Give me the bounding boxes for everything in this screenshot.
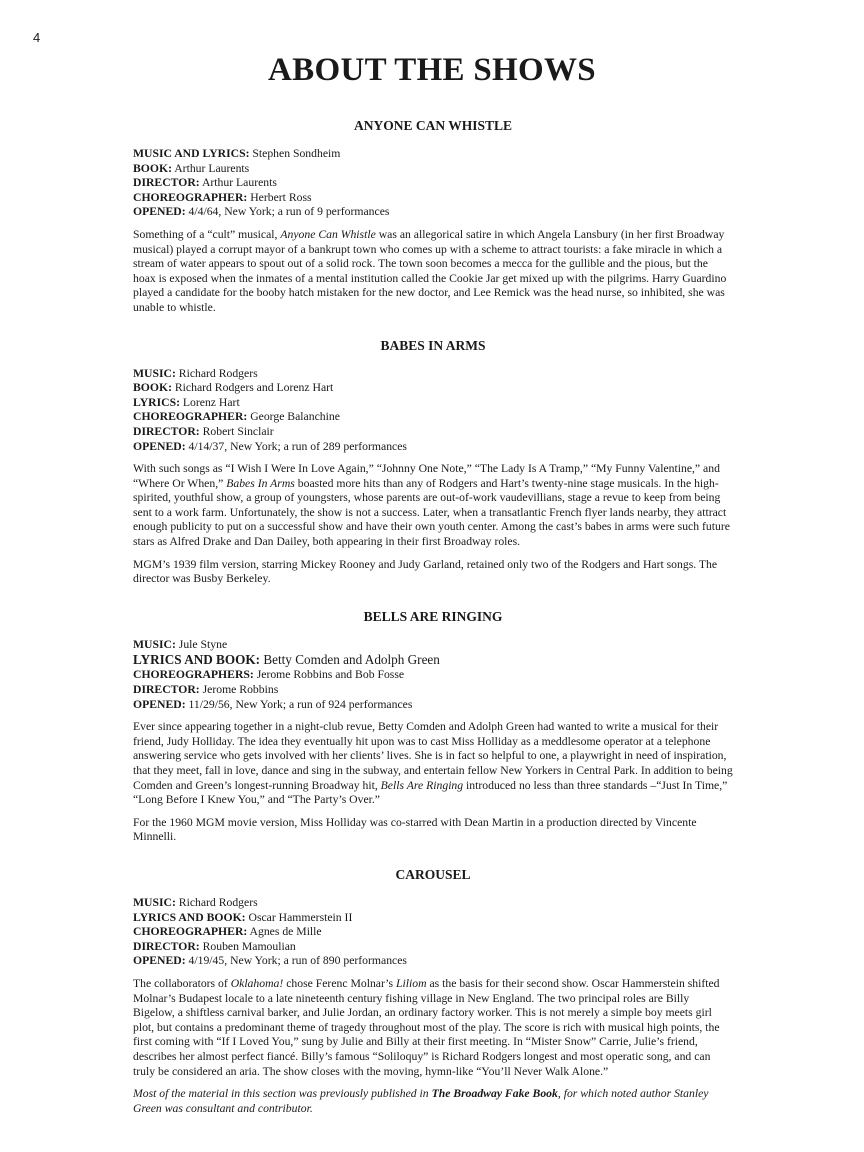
credit-line: [133, 410, 733, 425]
credit-label: BOOK:: [133, 381, 172, 395]
credit-label: BOOK:: [133, 161, 172, 175]
paragraph: [133, 816, 733, 845]
credit-label: OPENED:: [133, 697, 186, 711]
credit-label: MUSIC:: [133, 366, 176, 380]
credit-label: OPENED:: [133, 954, 186, 968]
credit-label: DIRECTOR:: [133, 176, 200, 190]
show-title-italic: Bells Are Ringing: [380, 778, 464, 792]
credit-label: DIRECTOR:: [133, 683, 200, 697]
credit-line: [133, 440, 733, 455]
text-run: Ever since appearing together in a night-club revue, Betty Comden and Adolph Green had wanted to write a musical for their friend, Judy Holliday. The idea they eventually hit upon was to cast Miss Holliday as a meddlesome operator at a telephone answering service who gets involved with her clients’ lives. She is in fact so helpful to one, a playwright in need of inspiration, that they meet, fall in love, dance and sing in the subway, and entertain fellow New Yorkers in Central Park. In addition to being Comden and Green’s longest-running Broadway hit,: [133, 720, 733, 792]
section-title: ANYONE CAN WHISTLE: [353, 118, 513, 133]
section-anyone-can-whistle: [133, 117, 733, 316]
credit-line: [133, 147, 733, 162]
paragraph: [133, 977, 733, 1079]
credit-value: Lorenz Hart: [179, 395, 240, 409]
source-footnote: [133, 1087, 733, 1116]
credits-list: [133, 367, 733, 455]
credit-label: LYRICS:: [133, 395, 180, 409]
credit-line: [133, 954, 733, 969]
credit-label: OPENED:: [133, 439, 186, 453]
credit-line: [133, 683, 733, 698]
text-run: With such songs as “I Wish I Were In Love Again,” “Johnny One Note,” “The Lady Is A Tramp,” “My Funny Valentine,” and “Where Or When,”: [133, 462, 720, 490]
credit-label: MUSIC:: [133, 895, 176, 909]
credit-value: Jerome Robbins: [199, 683, 279, 697]
credit-line: [133, 896, 733, 911]
text-run: was an allegorical satire in which Angela Lansbury (in her first Broadway musical) played a corrupt mayor of a bankrupt town who comes up with a scheme to attract tourists: a fake miracle in which a stream of water appears to spout out of a solid rock. The town soon becomes a mecca for the gullible and the pious, but the hoax is exposed when the inmates of a mental institution called the Cookie Jar get mixed up with the pilgrims. Harry Guardino played a candidate for the booby hatch mistaken for the new doctor, and Lee Remick was the head nurse, so inhibited, she was unable to whistle.: [133, 227, 727, 314]
credit-line: [133, 367, 733, 382]
credit-value: Robert Sinclair: [199, 424, 274, 438]
credit-line: [133, 911, 733, 926]
credit-value: Arthur Laurents: [199, 176, 277, 190]
article-body: [133, 117, 733, 1137]
credit-value: George Balanchine: [247, 410, 340, 424]
credit-label: MUSIC:: [133, 637, 176, 651]
credit-value: Rouben Mamoulian: [199, 939, 296, 953]
credit-line: [133, 638, 733, 653]
credit-value: 11/29/56, New York; a run of 924 performances: [185, 697, 413, 711]
credit-value: Richard Rodgers and Lorenz Hart: [171, 381, 334, 395]
text-run: The collaborators of: [133, 976, 231, 990]
paragraph: [133, 228, 733, 316]
show-title-italic: Oklahoma!: [230, 976, 284, 990]
credit-line: [133, 668, 733, 683]
credit-label: LYRICS AND BOOK:: [133, 910, 246, 924]
section-title: CAROUSEL: [395, 866, 471, 882]
section-babes-in-arms: [133, 337, 733, 587]
credit-label: CHOREOGRAPHER:: [133, 925, 248, 939]
credit-value: 4/4/64, New York; a run of 9 performances: [185, 205, 390, 219]
credit-value: Richard Rodgers: [175, 366, 258, 380]
paragraph: [133, 558, 733, 587]
credit-value: Arthur Laurents: [171, 161, 250, 175]
paragraph: [133, 720, 733, 808]
credit-line: [133, 162, 733, 177]
text-run: Most of the material in this section was previously published in: [133, 1087, 432, 1101]
credits-list: [133, 896, 733, 969]
paragraph: [133, 462, 733, 550]
credit-value: Stephen Sondheim: [249, 147, 341, 160]
credit-value: Jerome Robbins and Bob Fosse: [253, 668, 405, 682]
credits-list: [133, 638, 733, 712]
credits-list: [133, 147, 733, 220]
section-carousel: [133, 866, 733, 1116]
credit-value: Betty Comden and Adolph Green: [260, 652, 440, 668]
credit-line: [133, 205, 733, 220]
text-run: , for which noted author Stanley Green was consultant and contributor.: [133, 1087, 709, 1115]
credit-line: [133, 191, 733, 206]
credit-value: 4/19/45, New York; a run of 890 performances: [185, 954, 407, 968]
credit-line: [133, 652, 733, 668]
section-title: BELLS ARE RINGING: [363, 608, 503, 624]
credit-line: [133, 381, 733, 396]
text-run: For the 1960 MGM movie version, Miss Holliday was co-starred with Dean Martin in a production directed by Vincente Minnelli.: [133, 815, 697, 844]
show-title-italic: Liliom: [396, 976, 427, 990]
credit-label: DIRECTOR:: [133, 424, 200, 438]
credit-label: CHOREOGRAPHERS:: [133, 668, 254, 682]
section-title: BABES IN ARMS: [380, 337, 486, 353]
show-title-italic: Babes In Arms: [226, 476, 295, 490]
credit-line: [133, 425, 733, 440]
credit-label: CHOREOGRAPHER:: [133, 410, 248, 424]
credit-label: OPENED:: [133, 205, 186, 219]
page-number: 4: [33, 30, 41, 45]
text-run: Something of a “cult” musical,: [133, 227, 281, 241]
page-title: ABOUT THE SHOWS: [268, 52, 596, 88]
credit-value: Herbert Ross: [247, 190, 312, 204]
credit-value: Oscar Hammerstein II: [245, 910, 353, 924]
credit-value: Richard Rodgers: [175, 895, 258, 909]
credit-label: DIRECTOR:: [133, 939, 200, 953]
credit-value: 4/14/37, New York; a run of 289 performances: [185, 439, 407, 453]
credit-line: [133, 925, 733, 940]
credit-line: [133, 940, 733, 955]
credit-label: LYRICS AND BOOK:: [133, 652, 261, 668]
book-title: The Broadway Fake Book: [431, 1087, 558, 1101]
text-run: as the basis for their second show. Oscar Hammerstein shifted Molnar’s Budapest locale to a late nineteenth century fishing village in New England. The two principal roles are Billy Bigelow, a shiftless carnival barker, and Julie Jordan, an ordinary factory worker. This is not merely a simple boy meets girl plot, but contains a predominant theme of tragedy throughout most of the play. The score is rich with musical high points, the first coming with “If I Loved You,” sung by Julie and Billy at their first meeting. In “Mister Snow” Carrie, Julie’s friend, describes her almost perfect fiancé. Billy’s famous “Soliloquy” is Richard Rodgers longest and most operatic song, and can truly be considered an aria. The show closes with the moving, hymn-like “You’ll Never Walk Alone.”: [133, 976, 720, 1078]
credit-line: [133, 176, 733, 191]
credit-label: MUSIC AND LYRICS:: [133, 147, 250, 160]
credit-value: Jule Styne: [175, 637, 228, 651]
text-run: chose Ferenc Molnar’s: [283, 976, 397, 990]
text-run: introduced no less than three standards –“Just In Time,” “Long Before I Knew You,” and “The Party’s Over.”: [133, 778, 728, 807]
credit-line: [133, 396, 733, 411]
credit-value: Agnes de Mille: [247, 925, 322, 939]
section-bells-are-ringing: [133, 608, 733, 845]
credit-label: CHOREOGRAPHER:: [133, 190, 248, 204]
show-title-italic: Anyone Can Whistle: [280, 227, 376, 241]
text-run: boasted more hits than any of Rodgers and Hart’s twenty-nine stage musicals. In the high-spirited, youthful show, a group of youngsters, whose parents are out-of-work vaudevillians, stage a revue to keep from being sent to a work farm. Unfortunately, the show is not a success. Later, when a transatlantic French flyer lands nearby, they attract enough publicity to put on a successful show and have their own youth center. Among the cast’s babes in arms were such future stars as Alfred Drake and Dan Dailey, both appearing in their first Broadway roles.: [133, 476, 730, 549]
credit-line: [133, 698, 733, 713]
text-run: MGM’s 1939 film version, starring Mickey Rooney and Judy Garland, retained only two of the Rodgers and Hart songs. The director was Busby Berkeley.: [133, 557, 718, 586]
